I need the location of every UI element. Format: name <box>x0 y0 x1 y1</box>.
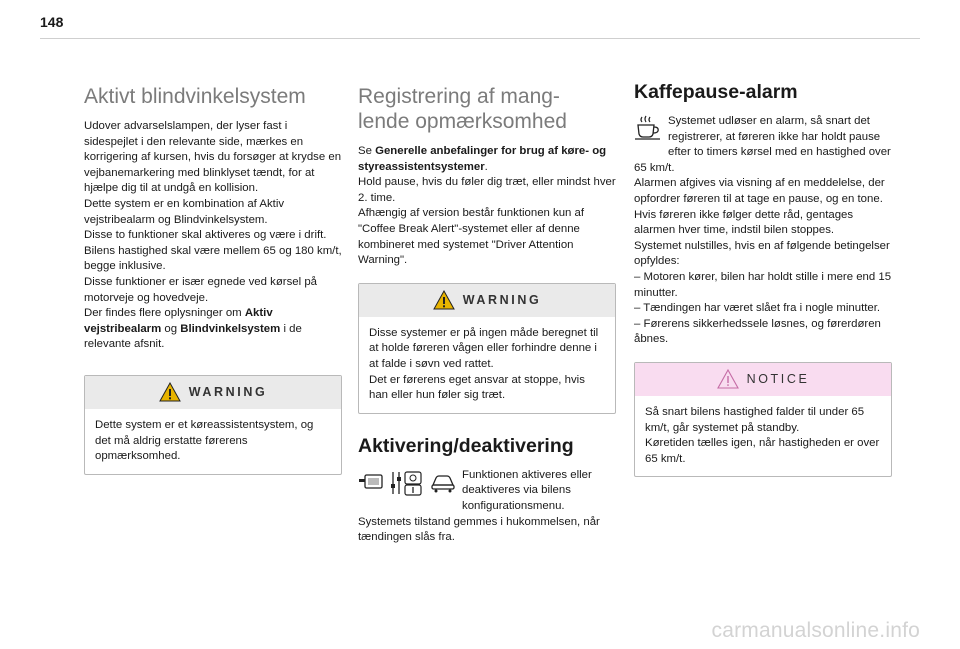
top-divider <box>40 38 920 39</box>
section-title-attention: Registrering af mang- lende opmærksomhed <box>358 85 567 133</box>
notice-label: NOTICE <box>746 372 810 387</box>
warning-text: Disse systemer er på ingen måde beregnet til at holde føreren vågen eller forhindre denne i at falde i søvn ved rattet. <box>369 326 599 370</box>
warning-header <box>359 284 615 317</box>
menu-icons <box>358 470 456 496</box>
notice-text: Så snart bilens hastighed falder til under 65 km/t, går systemet på standby. <box>645 405 865 434</box>
paragraph: Afhængig af version består funktionen kun af "Coffee Break Alert"-systemet eller af denne kombineret med systemet "Driver Attention Warning". <box>358 207 585 267</box>
paragraph: Der findes flere oplysninger om Aktiv vejstribealarm og Blindvinkelsystem i de relevante afsnit. <box>84 307 302 351</box>
paragraph: Se Generelle anbefalinger for brug af køre- og styreassistentsystemer. <box>358 145 607 173</box>
notice-box <box>634 362 892 477</box>
page-number: 148 <box>40 14 64 30</box>
list-item: – Tændingen har været slået fra i nogle minutter. <box>634 302 881 315</box>
warning-text: Dette system er et køreassistentsystem, og det må aldrig erstatte førerens opmærksomhed. <box>95 418 314 463</box>
warning-label: WARNING <box>188 385 268 400</box>
paragraph: Funktionen aktiveres eller deaktiveres via bilens konfigurationsmenu. <box>462 468 592 512</box>
paragraph: Systemets tilstand gemmes i hukommelsen, når tændingen slås fra. <box>358 515 600 544</box>
link-term: Blindvinkelsystem <box>180 322 281 335</box>
warning-triangle-icon <box>159 382 181 402</box>
link-term: Generelle anbefalinger for brug af køre- og styreassistentsystemer <box>358 145 607 173</box>
paragraph: Systemet udløser en alarm, så snart det registrerer, at føreren ikke har holdt pause efter to timers kørsel med en hastighed over 65 km/t. <box>634 115 891 174</box>
warning-box <box>358 283 616 414</box>
activation-row <box>358 468 616 515</box>
watermark: carmanualsonline.info <box>711 619 920 642</box>
warning-header <box>85 376 341 409</box>
paragraph: Alarmen afgives via visning af en meddelelse, der opfordrer føreren til at tage en pause, og en tone. <box>634 177 885 205</box>
notice-text: Køretiden tælles igen, når hastigheden er over 65 km/t. <box>645 437 880 465</box>
list-item: – Motoren kører, bilen har holdt stille i mere end 15 minutter. <box>634 270 892 299</box>
warning-text: Det er førerens eget ansvar at stoppe, hvis han eller hun føler sig træt. <box>369 373 585 402</box>
column-attention-detection <box>358 80 616 546</box>
section-title-blind-spot: Aktivt blindvinkelsystem <box>84 85 306 108</box>
link-term: Aktiv vejstribealarm <box>84 307 273 335</box>
notice-triangle-icon <box>717 369 739 389</box>
warning-triangle-icon <box>433 290 455 310</box>
warning-label: WARNING <box>462 293 542 308</box>
section-title-coffee-break: Kaffepause-alarm <box>634 81 798 103</box>
paragraph: Disse funktioner er især egnede ved kørsel på motorveje og hovedveje. <box>84 275 317 304</box>
touchscreen-icon <box>358 470 384 494</box>
paragraph: Hvis føreren ikke følger dette råd, gentages alarmen hver time, indstil bilen stoppes. <box>634 208 854 237</box>
list-item: – Førerens sikkerhedssele løsnes, og førerdøren åbnes. <box>634 317 881 346</box>
sub-title-activation: Aktivering/deaktivering <box>358 434 574 457</box>
coffee-cup-icon <box>634 114 662 145</box>
paragraph: Dette system er en kombination af Aktiv vejstribealarm og Blindvinkelsystem. <box>84 197 285 226</box>
paragraph: Bilens hastighed skal være mellem 65 og 180 km/t, begge inklusive. <box>84 244 342 273</box>
warning-box <box>84 375 342 475</box>
column-coffee-break <box>634 80 892 477</box>
column-blind-spot <box>84 80 342 475</box>
driving-settings-icon <box>390 470 424 496</box>
paragraph: Systemet nulstilles, hvis en af følgende betingelser opfyldes: <box>634 239 890 268</box>
paragraph: Disse to funktioner skal aktiveres og være i drift. <box>84 229 327 242</box>
notice-header <box>635 363 891 396</box>
paragraph: Udover advarselslampen, der lyser fast i sidespejlet i den relevante side, mærkes en korrigering af kursen, hvis du forsøger at krydse en vejbanemarkering med blinklyset tændt, for at hjælpe dig til at undgå en kollision. <box>84 120 342 195</box>
paragraph: Hold pause, hvis du føler dig træt, eller mindst hver 2. time. <box>358 176 616 204</box>
car-icon <box>430 470 456 494</box>
